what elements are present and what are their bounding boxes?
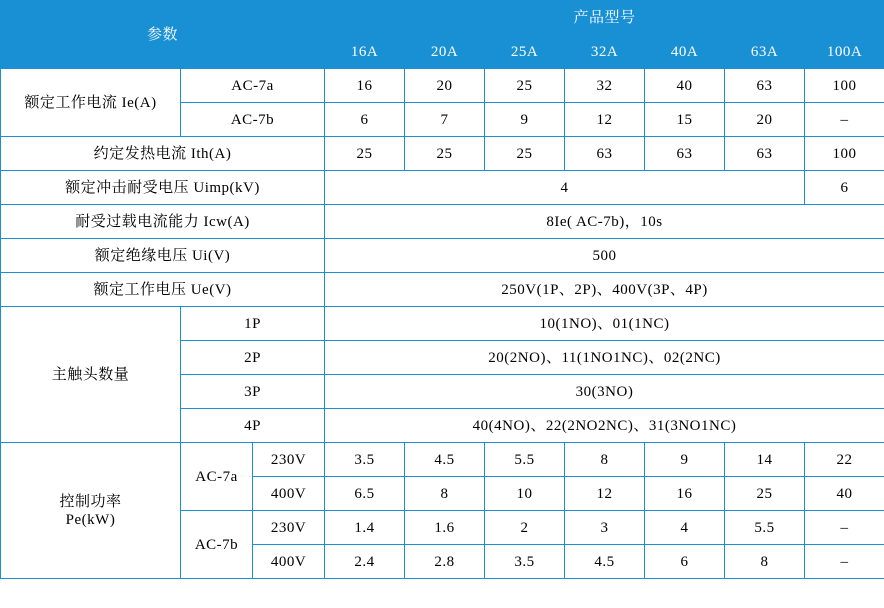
cell-value: 20 (725, 103, 805, 137)
cell-value: 25 (725, 477, 805, 511)
cell-value: – (805, 511, 884, 545)
header-model-63a: 63A (725, 35, 805, 69)
table-header-row-1 (1, 1, 884, 35)
cell-value: 5.5 (725, 511, 805, 545)
row-label-overload-withstand-capacity: 耐受过载电流能力 Icw(A) (1, 205, 325, 239)
row-label-rated-insulation-voltage: 额定绝缘电压 Ui(V) (1, 239, 325, 273)
cell-value: 63 (565, 137, 645, 171)
cell-value: 100 (805, 69, 884, 103)
table-row (1, 69, 884, 103)
cell-value: 8 (405, 477, 485, 511)
table-row (1, 239, 884, 273)
cell-value: 25 (325, 137, 405, 171)
row-label-rated-operational-voltage: 额定工作电压 Ue(V) (1, 273, 325, 307)
cell-value: 4 (325, 171, 805, 205)
row-sub-3p: 3P (181, 375, 325, 409)
cell-value: 2 (485, 511, 565, 545)
row-sub-ac7b: AC-7b (181, 511, 253, 579)
cell-value: 100 (805, 137, 884, 171)
table-row (1, 443, 884, 477)
cell-value: 8 (725, 545, 805, 579)
header-model-25a: 25A (485, 35, 565, 69)
cell-value: 15 (645, 103, 725, 137)
row-sub-400v: 400V (253, 477, 325, 511)
header-model-16a: 16A (325, 35, 405, 69)
cell-value: 16 (325, 69, 405, 103)
cell-value: 30(3NO) (325, 375, 884, 409)
table-row (1, 171, 884, 205)
row-label-rated-impulse-withstand-voltage: 额定冲击耐受电压 Uimp(kV) (1, 171, 325, 205)
cell-value: 1.4 (325, 511, 405, 545)
cell-value: 14 (725, 443, 805, 477)
cell-value: 4.5 (565, 545, 645, 579)
cell-value: 63 (725, 137, 805, 171)
cell-value: 63 (725, 69, 805, 103)
cell-value: – (805, 545, 884, 579)
row-sub-ac7b: AC-7b (181, 103, 325, 137)
cell-value: 7 (405, 103, 485, 137)
header-model-40a: 40A (645, 35, 725, 69)
cell-value: 12 (565, 103, 645, 137)
cell-value: 25 (485, 69, 565, 103)
cell-value: 40 (645, 69, 725, 103)
cell-value: 63 (645, 137, 725, 171)
cell-value: 3.5 (325, 443, 405, 477)
row-sub-2p: 2P (181, 341, 325, 375)
row-sub-ac7a: AC-7a (181, 443, 253, 511)
cell-value: 40 (805, 477, 884, 511)
row-sub-230v: 230V (253, 443, 325, 477)
header-model-100a: 100A (805, 35, 884, 69)
cell-value: 3 (565, 511, 645, 545)
cell-value: 20(2NO)、11(1NO1NC)、02(2NC) (325, 341, 884, 375)
cell-value: 16 (645, 477, 725, 511)
cell-value: 8Ie( AC-7b)，10s (325, 205, 884, 239)
row-sub-230v: 230V (253, 511, 325, 545)
cell-value: 22 (805, 443, 884, 477)
cell-value: 2.4 (325, 545, 405, 579)
header-model-32a: 32A (565, 35, 645, 69)
cell-value: 25 (485, 137, 565, 171)
cell-value: 32 (565, 69, 645, 103)
cell-value: 20 (405, 69, 485, 103)
row-label-conventional-thermal-current: 约定发热电流 Ith(A) (1, 137, 325, 171)
cell-value: 1.6 (405, 511, 485, 545)
header-product-model: 产品型号 (325, 1, 884, 35)
cell-value: 250V(1P、2P)、400V(3P、4P) (325, 273, 884, 307)
table-row (1, 205, 884, 239)
cell-value: 2.8 (405, 545, 485, 579)
control-power-line2: Pe(kW) (65, 511, 116, 528)
table-row (1, 307, 884, 341)
row-label-main-contact-quantity: 主触头数量 (1, 307, 181, 443)
row-sub-400v: 400V (253, 545, 325, 579)
cell-value: 500 (325, 239, 884, 273)
row-sub-ac7a: AC-7a (181, 69, 325, 103)
cell-value: – (805, 103, 884, 137)
header-parameter: 参数 (1, 1, 325, 69)
cell-value: 9 (645, 443, 725, 477)
row-sub-1p: 1P (181, 307, 325, 341)
cell-value: 10 (485, 477, 565, 511)
cell-value: 40(4NO)、22(2NO2NC)、31(3NO1NC) (325, 409, 884, 443)
row-sub-4p: 4P (181, 409, 325, 443)
cell-value: 6.5 (325, 477, 405, 511)
cell-value: 6 (645, 545, 725, 579)
cell-value: 3.5 (485, 545, 565, 579)
cell-value: 10(1NO)、01(1NC) (325, 307, 884, 341)
cell-value: 12 (565, 477, 645, 511)
cell-value: 6 (325, 103, 405, 137)
cell-value: 25 (405, 137, 485, 171)
control-power-line1: 控制功率 (59, 493, 122, 510)
row-label-rated-operational-current: 额定工作电流 Ie(A) (1, 69, 181, 137)
row-label-control-power (1, 443, 181, 579)
table-row (1, 137, 884, 171)
cell-value: 6 (805, 171, 884, 205)
table-row (1, 273, 884, 307)
header-model-20a: 20A (405, 35, 485, 69)
cell-value: 4.5 (405, 443, 485, 477)
cell-value: 8 (565, 443, 645, 477)
cell-value: 4 (645, 511, 725, 545)
cell-value: 9 (485, 103, 565, 137)
cell-value: 5.5 (485, 443, 565, 477)
